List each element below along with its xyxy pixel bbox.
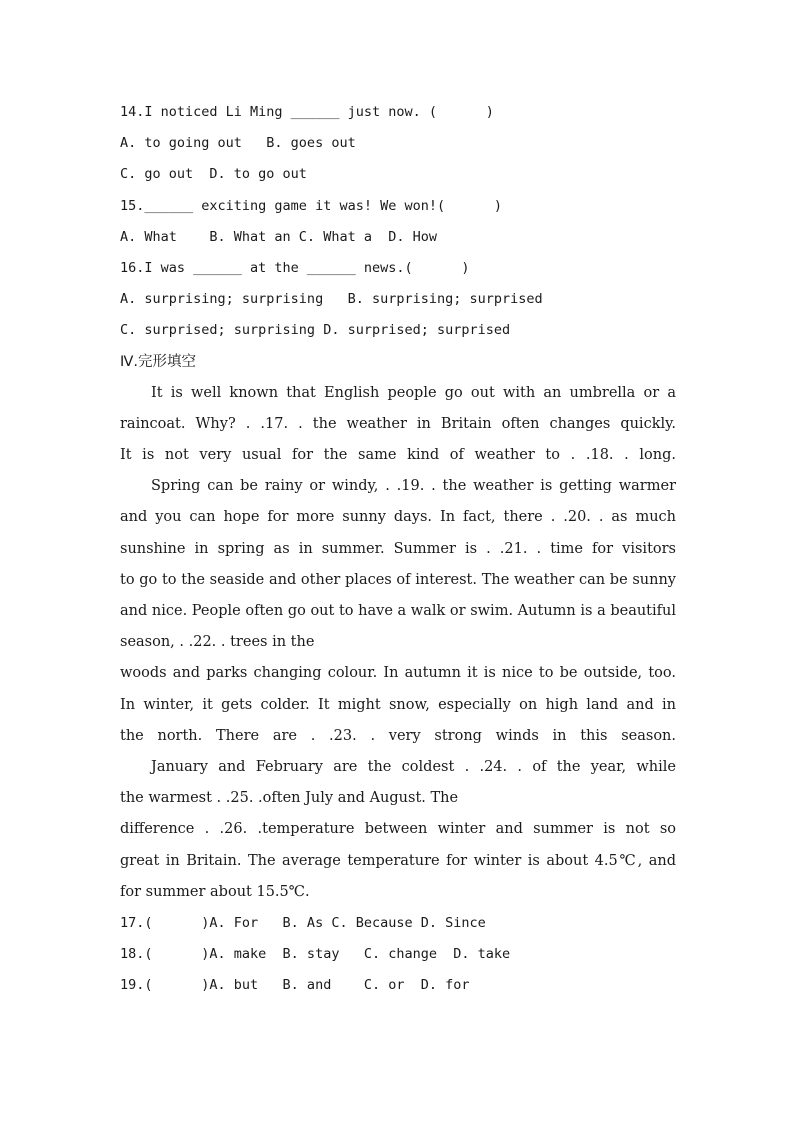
question-17-options: 17.( )A. For B. As C. Because D. Since: [120, 914, 486, 931]
passage-line: and nice. People often go out to have a walk or swim. Autumn is a beautiful: [120, 603, 676, 619]
passage-line: It is well known that English people go out with an umbrella or a: [151, 384, 676, 401]
passage-line: great in Britain. The average temperature for winter is about 4.5℃, and: [120, 852, 676, 869]
question-15-options-1: A. What B. What an C. What a D. How: [120, 228, 437, 245]
question-16-options-2: C. surprised; surprising D. surprised; surprised: [120, 322, 511, 339]
passage-line: In winter, it gets colder. It might snow, especially on high land and in: [120, 696, 676, 713]
passage-line: woods and parks changing colour. In autumn it is nice to be outside, too.: [120, 665, 676, 682]
passage-line: and you can hope for more sunny days. In fact, there . .20. . as much: [120, 509, 676, 526]
question-18-options: 18.( )A. make B. stay C. change D. take: [120, 946, 511, 963]
exam-content: [120, 97, 676, 1001]
question-15-stem: 15.______ exciting game it was! We won!( ): [120, 197, 503, 214]
passage-line: the warmest . .25. .often July and August. The: [120, 790, 459, 807]
question-14-options-2: C. go out D. to go out: [120, 166, 307, 183]
passage-line: for summer about 15.5℃.: [120, 883, 310, 900]
question-16-stem: 16.I was ______ at the ______ news.( ): [120, 259, 470, 276]
passage-line: Spring can be rainy or windy, . .19. . the weather is getting warmer: [151, 478, 676, 495]
passage-line: the north. There are . .23. . very strong winds in this season.: [120, 727, 676, 744]
question-16-options-1: A. surprising; surprising B. surprising; surprised: [120, 291, 543, 308]
passage-line: difference . .26. .temperature between winter and summer is not so: [120, 821, 676, 838]
passage-line: season, . .22. . trees in the: [120, 634, 315, 651]
passage-line: to go to the seaside and other places of interest. The weather can be sunny: [120, 571, 676, 588]
passage-line: January and February are the coldest . .24. . of the year, while: [151, 758, 676, 775]
passage-line: sunshine in spring as in summer. Summer is . .21. . time for visitors: [120, 540, 676, 557]
section-heading: Ⅳ.完形填空: [120, 353, 196, 370]
question-14-options-1: A. to going out B. goes out: [120, 135, 356, 152]
question-19-options: 19.( )A. but B. and C. or D. for: [120, 977, 470, 994]
question-14-stem: 14.I noticed Li Ming ______ just now. ( ): [120, 104, 494, 120]
passage-line: raincoat. Why? . .17. . the weather in Britain often changes quickly.: [120, 415, 676, 432]
passage-line: It is not very usual for the same kind of weather to . .18. . long.: [120, 447, 676, 464]
